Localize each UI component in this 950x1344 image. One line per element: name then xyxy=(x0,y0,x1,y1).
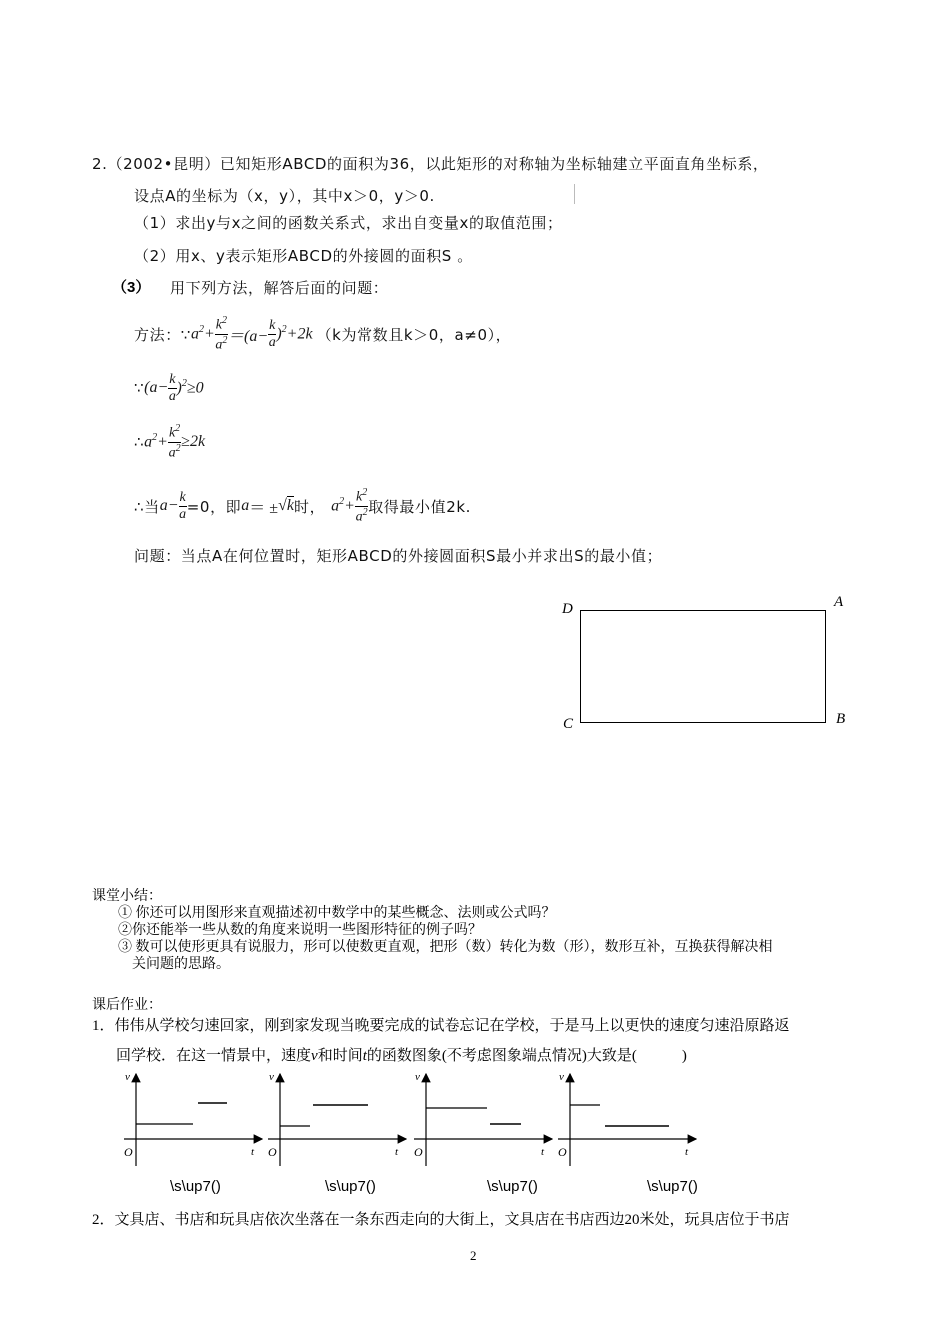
graph-c-caption: \s\up7() xyxy=(487,1178,538,1195)
graphs-area xyxy=(0,1062,950,1172)
graph-b xyxy=(268,1071,406,1166)
vertex-label-a: A xyxy=(834,594,844,610)
because-line: ∵ (a− $\frac{k}{a}$ )$^2$≥0 xyxy=(134,371,204,404)
graph-b-axis-v: v xyxy=(269,1071,274,1083)
vertex-label-d: D xyxy=(562,601,573,617)
graph-c-axis-v: v xyxy=(415,1071,420,1083)
problem-2-line-4: （2）用x、y表示矩形ABCD的外接圆的面积S 。 xyxy=(134,247,473,265)
graph-d-origin: O xyxy=(558,1145,567,1159)
problem-2-line-2: 设点A的坐标为（x，y），其中x＞0，y＞0. xyxy=(134,187,435,205)
vertex-label-b: B xyxy=(836,711,846,727)
summary-title: 课堂小结： xyxy=(92,889,162,904)
graph-a-caption: \s\up7() xyxy=(170,1178,221,1195)
homework-q1-line-2: 回学校．在这一情景中，速度v和时间t的函数图象(不考虑图象端点情况)大致是( ) xyxy=(116,1048,687,1064)
fraction-k-a: $\frac{k}{a}$ xyxy=(168,371,176,404)
therefore-line: ∴ $a^2+$ $\frac{k^2}{a^2}$ ≥2k xyxy=(134,422,206,461)
part-3-text: 用下列方法，解答后面的问题： xyxy=(170,279,389,297)
fraction-k2-a2: $\frac{k^2}{a^2}$ xyxy=(355,486,368,525)
method-condition: （k为常数且k＞0，a≠0）， xyxy=(316,325,512,344)
when-line: ∴当 a− $\frac{k}{a}$ =0，即 a ＝ ± √k 时， $a^2+$ $\frac{k^2}{a^2}$ 取得最小值2k. xyxy=(134,486,471,525)
graph-a-origin: O xyxy=(124,1145,133,1159)
homework-q2-line-1: 2．文具店、书店和玩具店依次坐落在一条东西走向的大街上，文具店在书店西边20米处，玩具店位于书店 xyxy=(92,1212,790,1228)
summary-item-1: ① 你还可以用图形来直观描述初中数学中的某些概念、法则或公式吗？ xyxy=(118,906,556,921)
rectangle-abcd xyxy=(580,610,826,723)
problem-2-line-1: 2.（2002•昆明）已知矩形ABCD的面积为36，以此矩形的对称轴为坐标轴建立平面直角坐标系， xyxy=(92,155,769,173)
graph-a xyxy=(124,1071,262,1166)
graph-c-axis-t: t xyxy=(541,1146,545,1158)
fraction-k2-a2: $\frac{k^2}{a^2}$ xyxy=(215,314,228,353)
cursor-divider xyxy=(574,184,575,204)
graph-b-axis-t: t xyxy=(395,1146,399,1158)
question-line: 问题：当点A在何位置时，矩形ABCD的外接圆面积S最小并求出S的最小值； xyxy=(134,547,663,565)
page-number: 2 xyxy=(470,1248,477,1263)
graph-d xyxy=(558,1071,696,1166)
fraction-k-a: $\frac{k}{a}$ xyxy=(179,489,187,522)
homework-q1-line-1: 1．伟伟从学校匀速回家，刚到家发现当晚要完成的试卷忘记在学校，于是马上以更快的速度匀速沿原路返 xyxy=(92,1018,790,1034)
graph-b-origin: O xyxy=(268,1145,277,1159)
graph-a-axis-v: v xyxy=(125,1071,130,1083)
summary-item-3-cont: 关问题的思路。 xyxy=(132,957,230,972)
part-3-number: （3） xyxy=(112,279,151,296)
fraction-k2-a2: $\frac{k^2}{a^2}$ xyxy=(168,422,181,461)
summary-item-3: ③ 数可以使形更具有说服力，形可以使数更直观，把形（数）转化为数（形），数形互补，互换获得解决相 xyxy=(118,940,773,955)
fraction-k-a: $\frac{k}{a}$ xyxy=(268,317,276,350)
graph-d-axis-t: t xyxy=(685,1146,689,1158)
graph-b-caption: \s\up7() xyxy=(325,1178,376,1195)
homework-title: 课后作业： xyxy=(92,998,162,1013)
method-line: 方法：∵ $a^2+$ $\frac{k^2}{a^2}$ ＝(a− $\frac{k}{a}$ )$^2$+2k （k为常数且k＞0，a≠0）， xyxy=(134,314,512,353)
graph-c xyxy=(414,1071,552,1166)
graph-d-axis-v: v xyxy=(559,1071,564,1083)
sqrt-k: √k xyxy=(278,497,294,514)
graph-a-axis-t: t xyxy=(251,1146,255,1158)
graph-d-caption: \s\up7() xyxy=(647,1178,698,1195)
problem-2-line-3: （1）求出y与x之间的函数关系式，求出自变量x的取值范围； xyxy=(134,214,563,232)
vertex-label-c: C xyxy=(563,716,574,732)
summary-item-2: ②你还能举一些从数的角度来说明一些图形特征的例子吗？ xyxy=(118,923,482,938)
graph-c-origin: O xyxy=(414,1145,423,1159)
method-label: 方法：∵ xyxy=(134,325,191,344)
